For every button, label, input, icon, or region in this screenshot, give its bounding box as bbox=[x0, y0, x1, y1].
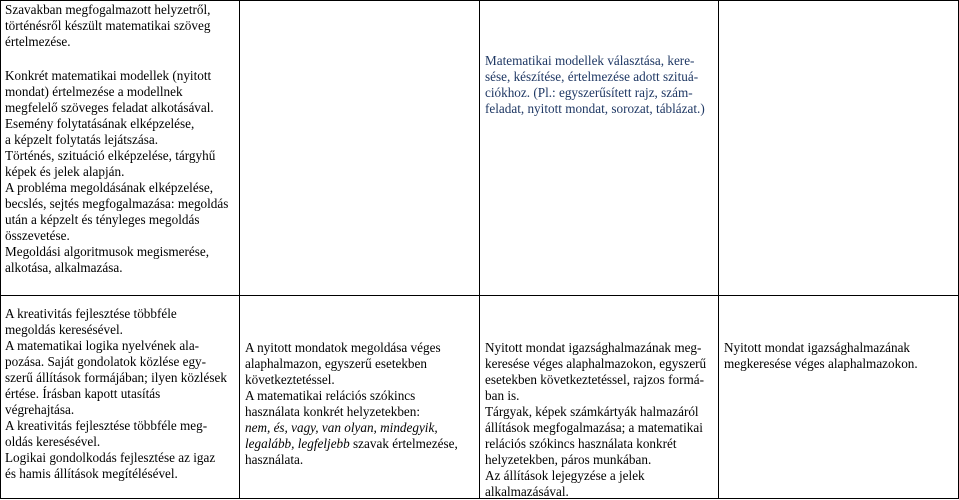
plain-words: szavak értelmezése, bbox=[349, 436, 458, 451]
text-line: ciókhoz. (Pl.: egyszerűsített rajz, szám- bbox=[485, 85, 693, 100]
italic-line: nem, és, vagy, van olyan, mindegyik, bbox=[245, 420, 438, 435]
text-line: összevetése. bbox=[5, 228, 70, 243]
text-line: oldás keresésével. bbox=[5, 434, 101, 449]
text-line: A matematikai relációs szókincs bbox=[245, 388, 416, 403]
text-line: Matematikai modellek választása, kere- bbox=[485, 53, 695, 68]
blank-line bbox=[5, 50, 245, 68]
text-line: A probléma megoldásának elképzelése, bbox=[5, 180, 213, 195]
text-line: Konkrét matematikai modellek (nyitott bbox=[5, 68, 212, 83]
text-line: relációs szókincs használata konkrét bbox=[485, 436, 677, 451]
text-line: használata. bbox=[245, 452, 304, 467]
text-line: A kreativitás fejlesztése többféle bbox=[5, 306, 177, 321]
text-line: értése. Írásban kapott utasítás bbox=[5, 386, 161, 401]
text-line: feladat, nyitott mondat, sorozat, táblázat.) bbox=[485, 101, 705, 116]
column-divider-3 bbox=[718, 0, 719, 499]
row2-col1-cell bbox=[5, 306, 245, 482]
mixed-line bbox=[245, 436, 477, 452]
text-line: használata konkrét helyzetekben: bbox=[245, 404, 421, 419]
text-line: alkalmazásával. bbox=[485, 484, 569, 499]
row2-col2-cell bbox=[245, 340, 477, 468]
text-line: Tárgyak, képek számkártyák halmazáról bbox=[485, 404, 699, 419]
row2-col4-cell bbox=[724, 340, 956, 372]
column-divider-2 bbox=[479, 0, 480, 499]
text-line: történésről készült matematikai szöveg bbox=[5, 18, 211, 33]
row1-col1-cell bbox=[5, 2, 245, 276]
text-line: ban is. bbox=[485, 388, 520, 403]
text-line: Szavakban megfogalmazott helyzetről, bbox=[5, 2, 211, 17]
text-line: A nyitott mondatok megoldása véges bbox=[245, 340, 441, 355]
italic-words: legalább, legfeljebb bbox=[245, 436, 350, 451]
text-line: következtetéssel. bbox=[245, 372, 335, 387]
row2-col3-cell bbox=[485, 340, 717, 500]
text-line: helyzetekben, páros munkában. bbox=[485, 452, 652, 467]
text-line: A matematikai logika nyelvének ala- bbox=[5, 338, 200, 353]
text-line: becslés, sejtés megfogalmazása: megoldás bbox=[5, 196, 229, 211]
text-line: Nyitott mondat igazsághalmazának bbox=[724, 340, 911, 355]
text-line: Az állítások lejegyzése a jelek bbox=[485, 468, 645, 483]
row1-col3-cell bbox=[485, 53, 717, 117]
text-line: végrehajtása. bbox=[5, 402, 75, 417]
text-line: Megoldási algoritmusok megismerése, bbox=[5, 244, 210, 259]
text-line: alkotása, alkalmazása. bbox=[5, 260, 123, 275]
text-line: állítások megfogalmazása; a matematikai bbox=[485, 420, 703, 435]
text-line: Történés, szituáció elképzelése, tárgyhű bbox=[5, 148, 216, 163]
text-line: és hamis állítások megítélésével. bbox=[5, 466, 178, 481]
text-line: pozása. Saját gondolatok közlése egy- bbox=[5, 354, 207, 369]
text-line: A kreativitás fejlesztése többféle meg- bbox=[5, 418, 208, 433]
text-line: után a képzelt és tényleges megoldás bbox=[5, 212, 200, 227]
text-line: a képzelt folytatás lejátszása. bbox=[5, 132, 159, 147]
table-left-border bbox=[0, 0, 1, 499]
text-line: szerű állítások formájában; ilyen közlések bbox=[5, 370, 227, 385]
text-line: sése, készítése, értelmezése adott szituá- bbox=[485, 69, 699, 84]
text-line: Nyitott mondat igazsághalmazának meg- bbox=[485, 340, 702, 355]
text-line: értelmezése. bbox=[5, 34, 71, 49]
text-line: megkeresése véges alaphalmazokon. bbox=[724, 356, 918, 371]
text-line: alaphalmazon, egyszerű esetekben bbox=[245, 356, 427, 371]
text-line: mondat) értelmezése a modellnek bbox=[5, 84, 183, 99]
text-line: keresése véges alaphalmazokon, egyszerű bbox=[485, 356, 707, 371]
text-line: esetekben következtetéssel, rajzos formá- bbox=[485, 372, 704, 387]
text-line: megoldás keresésével. bbox=[5, 322, 123, 337]
text-line: képek és jelek alapján. bbox=[5, 164, 125, 179]
text-line: Logikai gondolkodás fejlesztése az igaz bbox=[5, 450, 216, 465]
text-line: Esemény folytatásának elképzelése, bbox=[5, 116, 195, 131]
text-line: megfelelő szöveges feladat alkotásával. bbox=[5, 100, 214, 115]
